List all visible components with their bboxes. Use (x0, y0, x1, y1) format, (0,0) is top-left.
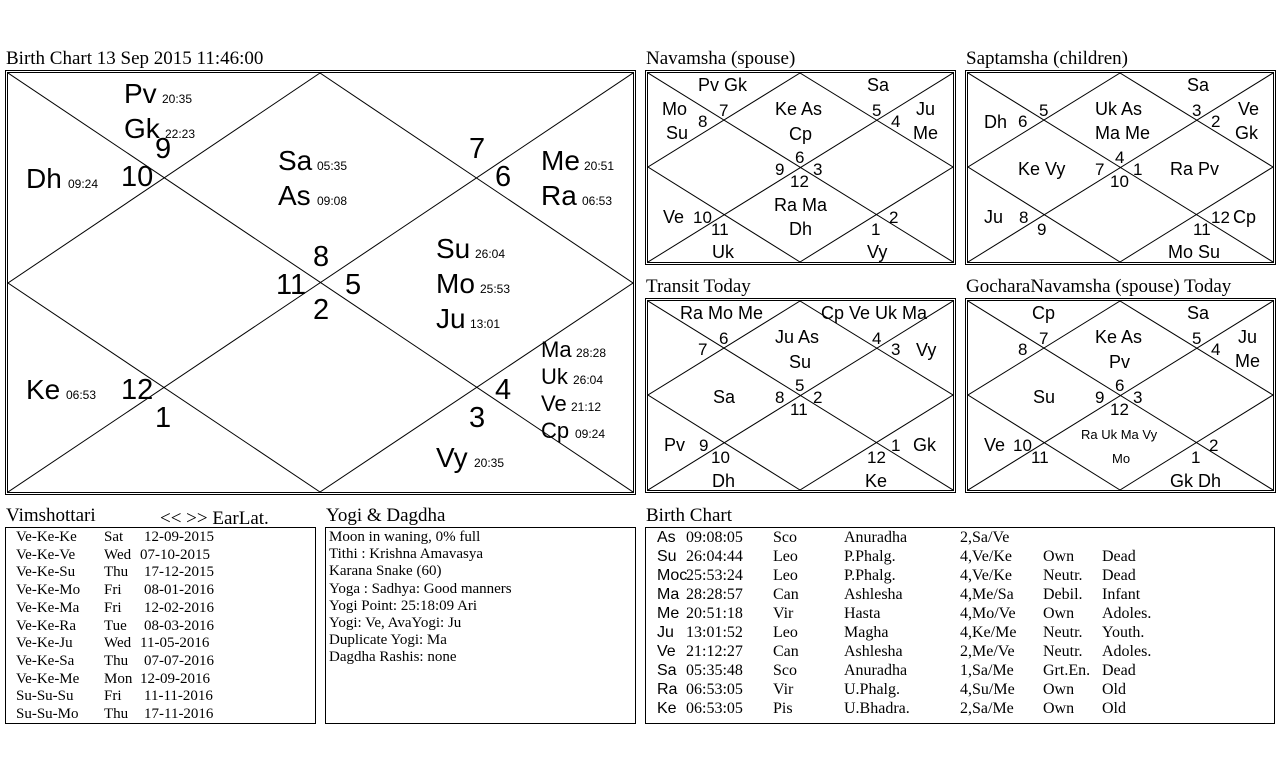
svg-text:Me: Me (1235, 351, 1261, 371)
planet-row[interactable]: Ke 06:53:05 Pis U.Bhadra. 2,Sa/Me Own Old (657, 700, 1126, 717)
svg-text:Gk Dh: Gk Dh (1170, 471, 1222, 490)
planet-mo[interactable] (436, 268, 510, 299)
svg-text:3: 3 (891, 340, 901, 359)
sign-11: 11 (276, 269, 307, 301)
planet-gk[interactable] (124, 113, 195, 144)
svg-text:Mo: Mo (436, 268, 475, 299)
planet-ke[interactable] (26, 374, 96, 405)
sign-1: 1 (155, 402, 172, 434)
planet-row[interactable]: Ma 28:28:57 Can Ashlesha 4,Me/Sa Debil. Infant (657, 586, 1141, 603)
planet-row[interactable]: Su 26:04:44 Leo P.Phalg. 4,Ve/Ke Own Dead (657, 548, 1136, 565)
birth-chart-title: Birth Chart 13 Sep 2015 11:46:00 (6, 48, 264, 69)
yogi-title: Yogi & Dagdha (326, 505, 446, 526)
planet-me[interactable] (541, 145, 614, 176)
svg-text:10: 10 (1110, 172, 1129, 191)
svg-text:09:24: 09:24 (68, 177, 99, 191)
svg-text:5: 5 (795, 376, 805, 395)
nav-label-rama: Ra Ma (774, 195, 828, 215)
planet-ju[interactable] (436, 303, 500, 334)
svg-text:8: 8 (1019, 208, 1029, 227)
svg-text:10: 10 (693, 208, 712, 227)
svg-text:6: 6 (719, 329, 729, 348)
nav-label-mo: Mo (662, 99, 688, 119)
svg-text:Sa: Sa (713, 387, 736, 407)
planet-sa[interactable] (278, 145, 347, 176)
svg-text:Ke As: Ke As (1095, 327, 1143, 347)
svg-text:8: 8 (1018, 340, 1028, 359)
birth-chart (5, 70, 636, 495)
svg-text:5: 5 (1192, 329, 1202, 348)
svg-text:1: 1 (1191, 448, 1201, 467)
svg-text:6: 6 (1018, 112, 1028, 131)
svg-text:Ju: Ju (1238, 327, 1258, 347)
svg-text:6: 6 (795, 148, 805, 167)
svg-text:2: 2 (1209, 436, 1219, 455)
svg-text:4: 4 (872, 329, 882, 348)
vimshottari-table: Ve-Ke-Ke Sat 12-09-2015 Ve-Ke-Ve Wed 07-10-2015 Ve-Ke-Su Thu 17-12-2015 Ve-Ke-Mo Fri 08-01-2016 Ve-Ke-Ma Fri 12-02-2016 Ve-Ke-Ra Tue 08-03-2016 Ve-Ke-Ju Wed 11-05-2016 Ve-Ke-Sa Thu 07-07-2016 Ve-Ke-Me Mon 12-09-2016 Su-Su-Su Fri 11-11-2016 Su-Su-Mo Thu 17-11-2016 (5, 527, 316, 724)
svg-text:26:04: 26:04 (475, 247, 506, 261)
svg-text:Ke: Ke (865, 471, 888, 490)
svg-text:25:53: 25:53 (480, 282, 511, 296)
gochara-chart (965, 298, 1276, 493)
svg-text:Dh: Dh (712, 471, 736, 490)
yogi-line: Yogi: Ve, AvaYogi: Ju (329, 615, 462, 631)
svg-text:Mo Su: Mo Su (1168, 242, 1221, 262)
svg-text:Su: Su (789, 352, 812, 372)
svg-text:1: 1 (871, 220, 881, 239)
svg-text:2: 2 (889, 208, 899, 227)
svg-text:Pv: Pv (124, 78, 157, 109)
svg-text:09:08: 09:08 (317, 194, 348, 208)
svg-text:1: 1 (1133, 160, 1143, 179)
svg-text:Me: Me (541, 145, 580, 176)
svg-text:Cp: Cp (1233, 207, 1257, 227)
svg-text:Su: Su (436, 233, 471, 264)
navamsha-chart (645, 70, 956, 265)
svg-text:8: 8 (775, 388, 785, 407)
nav-label-ve: Ve (663, 207, 685, 227)
svg-text:Ma Me: Ma Me (1095, 123, 1151, 143)
svg-text:06:53: 06:53 (582, 194, 613, 208)
svg-text:Sa: Sa (278, 145, 313, 176)
svg-text:13:01: 13:01 (470, 317, 501, 331)
svg-text:Ra: Ra (541, 180, 577, 211)
svg-text:11: 11 (1031, 448, 1049, 467)
svg-text:2: 2 (1211, 112, 1221, 131)
sign-12: 12 (121, 374, 154, 406)
svg-text:20:35: 20:35 (474, 456, 505, 470)
nav-label-vy: Vy (867, 242, 888, 262)
nav-label-su: Su (666, 123, 689, 143)
svg-text:Ke Vy: Ke Vy (1018, 159, 1066, 179)
nav-label-pvgk: Pv Gk (698, 75, 748, 95)
svg-text:6: 6 (1115, 376, 1125, 395)
svg-text:Gk: Gk (913, 435, 937, 455)
svg-text:Pv: Pv (1109, 352, 1131, 372)
navamsha-title: Navamsha (spouse) (646, 48, 796, 69)
svg-text:3: 3 (1133, 388, 1143, 407)
planet-dh[interactable] (26, 163, 98, 194)
svg-text:Mo: Mo (1112, 451, 1131, 466)
svg-text:2: 2 (813, 388, 823, 407)
nav-label-uk: Uk (712, 242, 734, 262)
svg-text:Pv: Pv (664, 435, 686, 455)
svg-text:20:51: 20:51 (584, 159, 615, 173)
svg-text:5: 5 (872, 101, 882, 120)
planet-cp[interactable] (541, 418, 605, 443)
svg-text:Dh: Dh (984, 112, 1008, 132)
svg-text:Ve: Ve (541, 391, 567, 416)
planet-row[interactable]: Sa 05:35:48 Sco Anuradha 1,Sa/Me Grt.En. Dead (657, 662, 1136, 679)
svg-text:12: 12 (1110, 400, 1129, 419)
svg-text:1: 1 (891, 436, 901, 455)
svg-text:4: 4 (1211, 340, 1221, 359)
nav-label-dh: Dh (789, 219, 813, 239)
svg-text:05:35: 05:35 (317, 159, 348, 173)
sign-8: 8 (313, 241, 330, 273)
svg-text:Ra Pv: Ra Pv (1170, 159, 1220, 179)
yogi-line: Yoga : Sadhya: Good manners (329, 580, 512, 597)
svg-text:Cp: Cp (541, 418, 570, 443)
svg-text:Ve: Ve (1238, 99, 1260, 119)
svg-text:Gk: Gk (1235, 123, 1259, 143)
svg-text:Ma: Ma (541, 337, 572, 362)
svg-text:9: 9 (775, 160, 785, 179)
svg-text:Ju: Ju (984, 207, 1004, 227)
yogi-line: Duplicate Yogi: Ma (329, 632, 447, 649)
birth-chart-lines (8, 73, 633, 492)
svg-text:20:35: 20:35 (162, 92, 193, 106)
svg-text:12: 12 (790, 172, 809, 191)
svg-text:Gk: Gk (124, 113, 160, 144)
transit-chart (645, 298, 956, 493)
svg-text:Ju As: Ju As (775, 327, 820, 347)
svg-text:5: 5 (1039, 101, 1049, 120)
yogi-line: Moon in waning, 0% full (329, 529, 481, 545)
planet-uk[interactable] (541, 364, 603, 389)
svg-text:12: 12 (1211, 208, 1230, 227)
nav-label-me: Me (913, 123, 939, 143)
sign-7: 7 (469, 133, 486, 165)
svg-text:3: 3 (1192, 101, 1202, 120)
planet-row[interactable]: Ra 06:53:05 Vir U.Phalg. 4,Su/Me Own Old (657, 681, 1126, 698)
sign-5: 5 (345, 269, 362, 301)
svg-text:Dh: Dh (26, 163, 62, 194)
svg-text:Ve: Ve (984, 435, 1006, 455)
svg-text:Sa: Sa (1187, 75, 1210, 95)
planet-row[interactable]: Moc 25:53:24 Leo P.Phalg. 4,Ve/Ke Neutr. Dead (657, 567, 1136, 584)
planet-row[interactable]: As 09:08:05 Sco Anuradha 2,Sa/Ve (657, 529, 1010, 546)
svg-text:22:23: 22:23 (165, 127, 196, 141)
svg-text:9: 9 (699, 436, 709, 455)
svg-text:Su: Su (1033, 387, 1056, 407)
svg-text:Cp: Cp (1032, 303, 1056, 323)
svg-text:21:12: 21:12 (571, 400, 602, 414)
svg-text:11: 11 (1193, 220, 1211, 239)
planet-row[interactable]: Ju 13:01:52 Leo Magha 4,Ke/Me Neutr. Youth. (657, 624, 1145, 641)
svg-text:8: 8 (698, 112, 708, 131)
transit-title: Transit Today (646, 276, 751, 297)
svg-text:Vy: Vy (436, 442, 468, 473)
svg-text:7: 7 (1095, 160, 1105, 179)
svg-text:Ra Uk Ma Vy: Ra Uk Ma Vy (1081, 427, 1158, 442)
yogi-line: Tithi : Krishna Amavasya (329, 546, 484, 563)
svg-text:9: 9 (1037, 220, 1047, 239)
saptamsha-title: Saptamsha (children) (966, 48, 1128, 69)
svg-text:12: 12 (867, 448, 886, 467)
svg-text:10: 10 (711, 448, 730, 467)
svg-text:Uk: Uk (541, 364, 568, 389)
yogi-panel (325, 527, 636, 724)
svg-text:Cp Ve Uk Ma: Cp Ve Uk Ma (821, 303, 928, 323)
vimshottari-title: Vimshottari (6, 505, 96, 526)
gochara-title: GocharaNavamsha (spouse) Today (966, 276, 1232, 297)
svg-text:7: 7 (719, 101, 729, 120)
planet-ra[interactable] (541, 180, 612, 211)
svg-text:Ke: Ke (26, 374, 61, 405)
planet-row[interactable]: Ve 21:12:27 Can Ashlesha 2,Me/Ve Neutr. Adoles. (657, 643, 1152, 660)
svg-text:26:04: 26:04 (573, 373, 604, 387)
nav-label-cp: Cp (789, 124, 813, 144)
svg-text:3: 3 (813, 160, 823, 179)
svg-text:28:28: 28:28 (576, 346, 607, 360)
dasha-nav-buttons[interactable]: << >> EarLat. (160, 508, 269, 529)
nav-label-sa: Sa (867, 75, 890, 95)
planet-ma[interactable] (541, 337, 606, 362)
sign-2: 2 (313, 294, 330, 326)
svg-text:4: 4 (1115, 148, 1125, 167)
yogi-line: Dagdha Rashis: none (329, 649, 457, 666)
planet-su[interactable] (436, 233, 505, 264)
svg-text:7: 7 (698, 340, 708, 359)
svg-text:Sa: Sa (1187, 303, 1210, 323)
yogi-line: Karana Snake (60) (329, 563, 442, 580)
sign-6: 6 (495, 161, 512, 193)
planet-vy[interactable] (436, 442, 504, 473)
svg-text:09:24: 09:24 (575, 427, 606, 441)
svg-text:7: 7 (1039, 329, 1049, 348)
svg-text:11: 11 (790, 400, 808, 419)
sign-4: 4 (495, 374, 512, 406)
planet-as[interactable] (278, 180, 347, 211)
svg-text:Vy: Vy (916, 340, 937, 360)
svg-text:11: 11 (711, 220, 729, 239)
svg-text:As: As (278, 180, 311, 211)
sign-9: 9 (155, 133, 172, 165)
saptamsha-chart (965, 70, 1276, 265)
planet-table (645, 527, 1275, 724)
svg-text:Ra Mo Me: Ra Mo Me (680, 303, 764, 323)
svg-text:Uk As: Uk As (1095, 99, 1143, 119)
svg-text:10: 10 (1013, 436, 1032, 455)
svg-text:9: 9 (1095, 388, 1105, 407)
planet-ve[interactable] (541, 391, 601, 416)
planet-row[interactable]: Me 20:51:18 Vir Hasta 4,Mo/Ve Own Adoles. (657, 605, 1152, 622)
planet-pv[interactable] (124, 78, 192, 109)
yogi-line: Yogi Point: 25:18:09 Ari (329, 597, 478, 614)
nav-label-keas: Ke As (775, 99, 823, 119)
sign-3: 3 (469, 402, 486, 434)
nav-label-ju: Ju (916, 99, 936, 119)
svg-text:Ju: Ju (436, 303, 466, 334)
sign-10: 10 (121, 161, 154, 193)
svg-text:4: 4 (891, 112, 901, 131)
svg-text:06:53: 06:53 (66, 388, 97, 402)
birth-table-title: Birth Chart (646, 505, 733, 526)
